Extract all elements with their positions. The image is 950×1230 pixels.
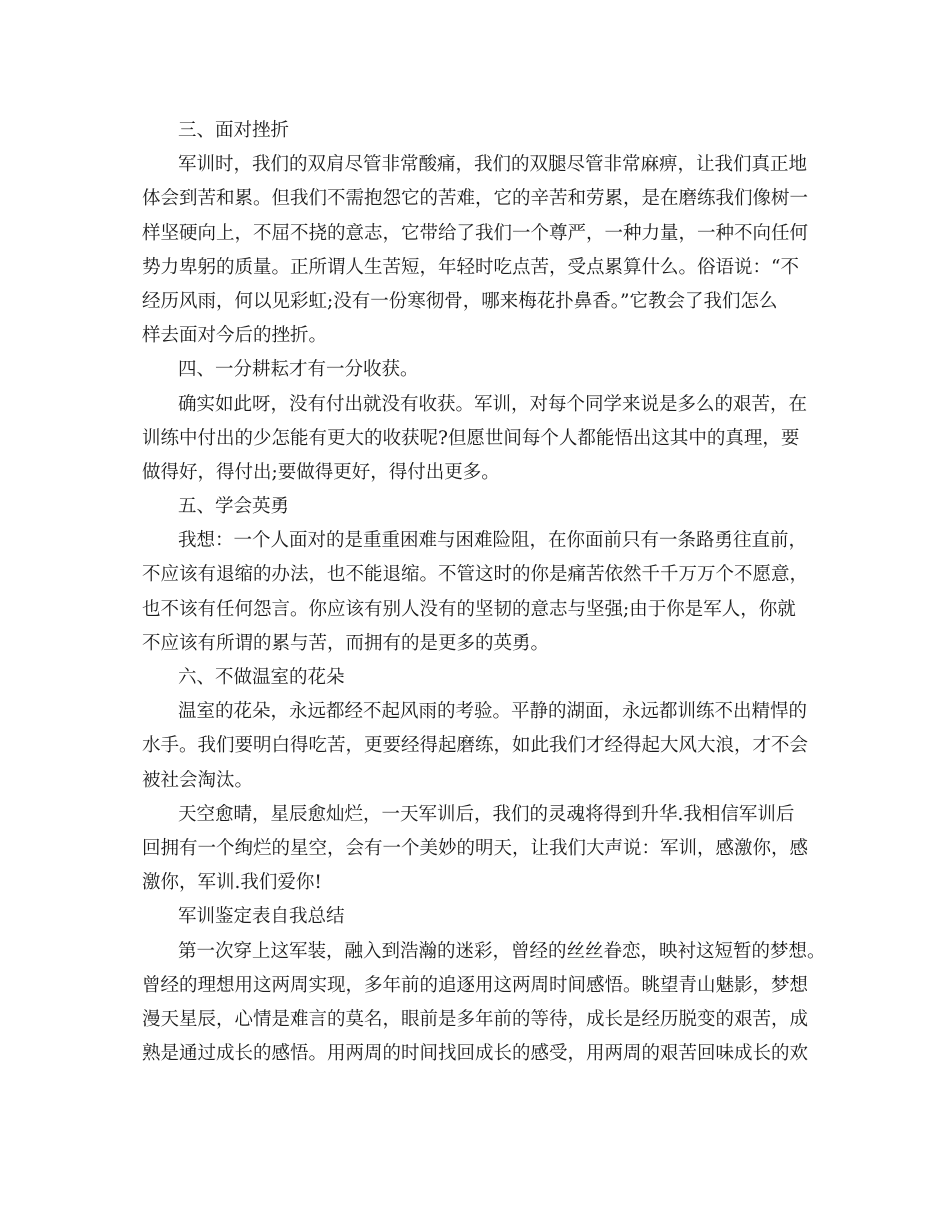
paragraph-line: 激你，军训.我们爱你!	[142, 872, 322, 894]
paragraph-line: 样去面对今后的挫折。	[142, 325, 328, 347]
paragraph-line: 确实如此呀，没有付出就没有收获。军训，对每个同学来说是多么的艰苦，在	[178, 393, 808, 415]
paragraph-line: 训练中付出的少怎能有更大的收获呢?但愿世间每个人都能悟出这其中的真理，要	[142, 427, 800, 449]
paragraph-line: 也不该有任何怨言。你应该有别人没有的坚韧的意志与坚强;由于你是军人，你就	[142, 598, 796, 620]
paragraph-line: 曾经的理想用这两周实现，多年前的追逐用这两周时间感悟。眺望青山魅影，梦想	[142, 974, 809, 996]
paragraph-line: 势力卑躬的质量。正所谓人生苦短，年轻时吃点苦，受点累算什么。俗语说：“不	[142, 256, 799, 278]
paragraph-line: 熟是通过成长的感悟。用两周的时间找回成长的感受，用两周的艰苦回味成长的欢	[142, 1043, 809, 1065]
paragraph-line: 体会到苦和累。但我们不需抱怨它的苦难，它的辛苦和劳累，是在磨练我们像树一	[142, 188, 809, 210]
section-heading: 军训鉴定表自我总结	[178, 906, 345, 928]
section-heading: 三、面对挫折	[178, 120, 290, 141]
paragraph-line: 做得好，得付出;要做得更好，得付出更多。	[142, 461, 500, 483]
paragraph-line: 温室的花朵，永远都经不起风雨的考验。平静的湖面，永远都训练不出精悍的	[178, 701, 808, 723]
paragraph-line: 我想：一个人面对的是重重困难与困难险阻，在你面前只有一条路勇往直前，	[178, 530, 808, 552]
paragraph-line: 军训时，我们的双肩尽管非常酸痛，我们的双腿尽管非常麻痹，让我们真正地	[178, 154, 808, 176]
document-body	[142, 114, 842, 1071]
paragraph-line: 经历风雨，何以见彩虹;没有一份寒彻骨，哪来梅花扑鼻香。”它教会了我们怎么	[142, 290, 778, 312]
paragraph-line: 天空愈晴，星辰愈灿烂，一天军训后，我们的灵魂将得到升华.我相信军训后	[178, 803, 795, 825]
section-heading: 五、学会英勇	[178, 496, 290, 518]
paragraph-line: 不应该有所谓的累与苦，而拥有的是更多的英勇。	[142, 632, 550, 654]
paragraph-line: 样坚硬向上，不屈不挠的意志，它带给了我们一个尊严，一种力量，一种不向任何	[142, 222, 809, 244]
paragraph-line: 第一次穿上这军装，融入到浩瀚的迷彩，曾经的丝丝眷恋，映衬这短暂的梦想。	[178, 940, 826, 962]
paragraph-line: 不应该有退缩的办法，也不能退缩。不管这时的你是痛苦依然千千万万个不愿意，	[142, 564, 809, 586]
paragraph-line: 水手。我们要明白得吃苦，更要经得起磨练，如此我们才经得起大风大浪，才不会	[142, 735, 809, 757]
paragraph-line: 回拥有一个绚烂的星空，会有一个美妙的明天，让我们大声说：军训，感激你，感	[142, 837, 809, 859]
paragraph-line: 漫天星辰，心情是难言的莫名，眼前是多年前的等待，成长是经历脱变的艰苦，成	[142, 1008, 809, 1030]
section-heading: 四、一分耕耘才有一分收获。	[178, 359, 419, 381]
section-heading: 六、不做温室的花朵	[178, 667, 345, 688]
paragraph-line: 被社会淘汰。	[142, 769, 254, 791]
